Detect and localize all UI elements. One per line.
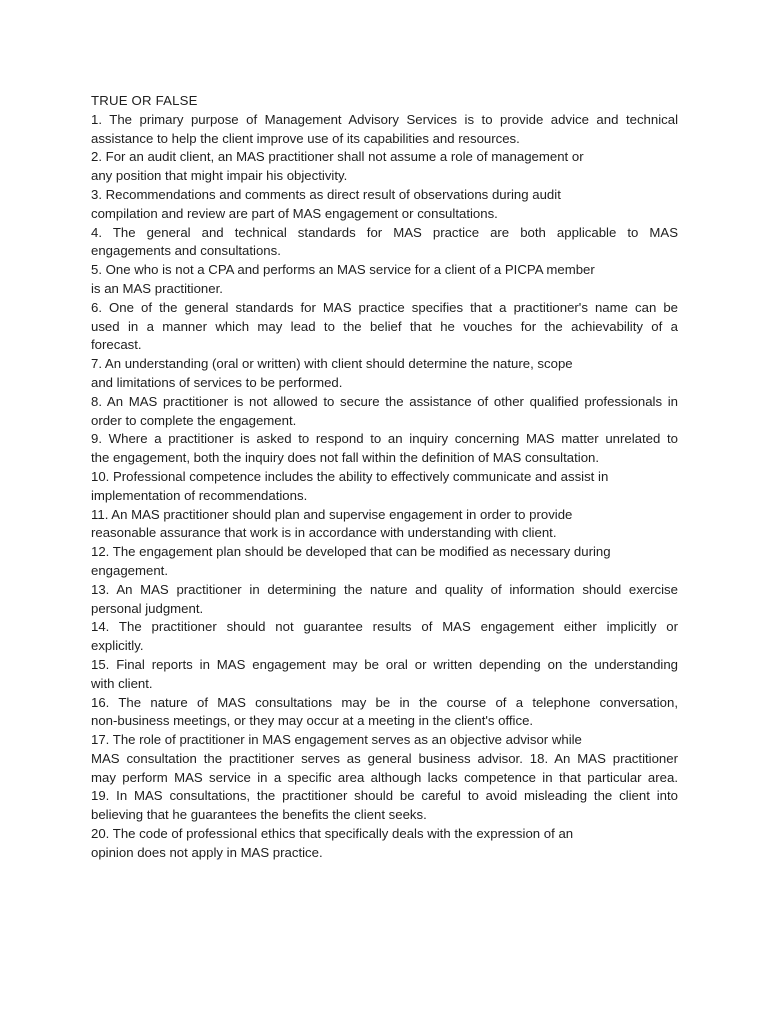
question-item	[91, 111, 678, 149]
question-item	[91, 694, 678, 732]
question-line: 8. An MAS practitioner is not allowed to secure the assistance of other qualified professionals in	[91, 393, 678, 409]
question-item	[91, 787, 678, 825]
question-line: reasonable assurance that work is in accordance with understanding with client.	[91, 525, 557, 541]
question-line: 13. An MAS practitioner in determining the nature and quality of information should exercise	[91, 581, 678, 597]
question-line: explicitly.	[91, 638, 144, 654]
question-line: 12. The engagement plan should be developed that can be modified as necessary during	[91, 544, 611, 560]
question-line: and limitations of services to be performed.	[91, 374, 343, 390]
question-line: assistance to help the client improve use of its capabilities and resources.	[91, 130, 520, 146]
question-item	[91, 506, 678, 544]
question-line: MAS consultation the practitioner serves as general business advisor. 18. An MAS practitioner	[91, 750, 678, 766]
question-line: with client.	[91, 675, 153, 691]
question-item	[91, 581, 678, 619]
question-item	[91, 355, 678, 393]
question-line: 16. The nature of MAS consultations may be in the course of a telephone conversation,	[91, 694, 678, 710]
question-line: believing that he guarantees the benefits the client seeks.	[91, 807, 427, 823]
document-page	[91, 92, 678, 863]
question-line: engagements and consultations.	[91, 243, 281, 259]
question-line: 10. Professional competence includes the ability to effectively communicate and assist in	[91, 468, 609, 484]
question-line: forecast.	[91, 337, 142, 353]
question-item	[91, 299, 678, 355]
question-list	[91, 111, 678, 863]
question-line: 15. Final reports in MAS engagement may be oral or written depending on the understanding	[91, 656, 678, 672]
question-line: may perform MAS service in a specific area although lacks competence in that particular area.	[91, 769, 678, 785]
question-line: 6. One of the general standards for MAS practice specifies that a practitioner's name can be	[91, 299, 678, 315]
question-line: 14. The practitioner should not guarantee results of MAS engagement either implicitly or	[91, 619, 678, 635]
question-line: opinion does not apply in MAS practice.	[91, 844, 323, 860]
question-line: the engagement, both the inquiry does not fall within the definition of MAS consultation.	[91, 450, 600, 466]
question-line: 17. The role of practitioner in MAS engagement serves as an objective advisor while	[91, 732, 582, 748]
question-item	[91, 825, 678, 863]
question-item	[91, 224, 678, 262]
question-item	[91, 148, 678, 186]
question-line: non-business meetings, or they may occur at a meeting in the client's office.	[91, 713, 534, 729]
question-line: engagement.	[91, 562, 168, 578]
document-heading: TRUE OR FALSE	[91, 93, 198, 108]
question-line: 3. Recommendations and comments as direct result of observations during audit	[91, 186, 561, 202]
question-line: 5. One who is not a CPA and performs an MAS service for a client of a PICPA member	[91, 262, 595, 278]
question-line: compilation and review are part of MAS engagement or consultations.	[91, 205, 498, 221]
question-line: any position that might impair his objectivity.	[91, 168, 348, 184]
question-line: implementation of recommendations.	[91, 487, 308, 503]
question-item	[91, 186, 678, 224]
question-item	[91, 468, 678, 506]
question-line: order to complete the engagement.	[91, 412, 297, 428]
question-line: 19. In MAS consultations, the practitioner should be careful to avoid misleading the client into	[91, 788, 678, 804]
question-item	[91, 731, 678, 787]
question-item	[91, 430, 678, 468]
question-line: 2. For an audit client, an MAS practitioner shall not assume a role of management or	[91, 149, 584, 165]
question-item	[91, 618, 678, 656]
question-line: is an MAS practitioner.	[91, 280, 223, 296]
question-line: personal judgment.	[91, 600, 204, 616]
question-item	[91, 543, 678, 581]
question-item	[91, 261, 678, 299]
question-line: 4. The general and technical standards for MAS practice are both applicable to MAS	[91, 224, 678, 240]
question-line: 20. The code of professional ethics that specifically deals with the expression of an	[91, 826, 574, 842]
question-line: 9. Where a practitioner is asked to respond to an inquiry concerning MAS matter unrelated to	[91, 431, 678, 447]
question-item	[91, 656, 678, 694]
question-line: 11. An MAS practitioner should plan and supervise engagement in order to provide	[91, 506, 573, 522]
question-item	[91, 393, 678, 431]
question-line: 7. An understanding (oral or written) with client should determine the nature, scope	[91, 356, 573, 372]
question-line: 1. The primary purpose of Management Advisory Services is to provide advice and technical	[91, 111, 678, 127]
question-line: used in a manner which may lead to the belief that he vouches for the achievability of a	[91, 318, 678, 334]
